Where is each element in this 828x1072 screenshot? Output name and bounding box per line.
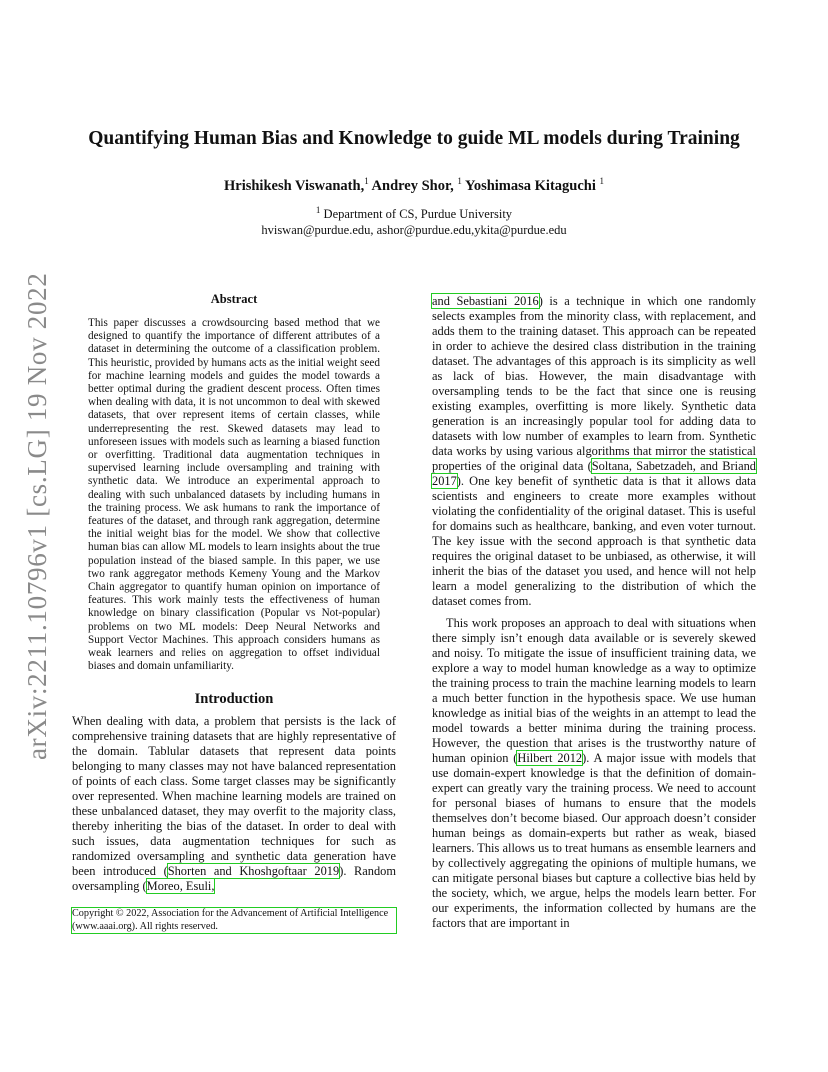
affiliation-mark: 1: [315, 205, 321, 215]
left-column: [72, 292, 396, 933]
author-affil-mark: 1: [599, 176, 605, 186]
right-column: [432, 294, 756, 931]
citation-link[interactable]: Hilbert 2012: [517, 751, 583, 765]
paragraph-text: ) is a technique in which one randomly selects examples from the minority class, with replacement, and adds them to the training dataset. This approach can be repeated in order to achieve the desired class distribution in the training dataset. The advantages of this approach is its simplicity as well as lack of bias. However, the main disadvantage with oversampling tends to be the fact that since one is reusing existing examples, overfitting is more likely. Synthetic data generation is an increasingly popular tool for adding data to datasets with low number of examples to learn from. Synthetic data works by using various algorithms that mirror the statistical properties of the original data (: [432, 294, 757, 473]
affiliation-line: [0, 202, 828, 222]
author-name: Andrey Shor,: [371, 177, 454, 194]
paragraph-text: ). A major issue with models that use domain-expert knowledge is that the definition of domain-expert can greatly vary the training process. We need to account for personal biases of humans to ensure that the models themselves don’t become biased. Our approach doesn’t consider human beings as domain-experts but rather as weak, biased learners. This allows us to treat humans as ensemble learners and by collectively aggregating the opinions of multiple humans, we can mitigate personal biases but capture a collective bias held by the society, which, we argue, helps the models learn better. For our experiments, the information collected by humans are the factors that are important in: [432, 751, 756, 930]
citation-link[interactable]: Shorten and Khoshgoftaar 2019: [167, 864, 340, 879]
paragraph-text: When dealing with data, a problem that persists is the lack of comprehensive training datasets that are highly representative of the domain. Tablular datasets that represent data points belonging to many classes may not have balanced representation of points of each class. Some target classes may be significantly over represented. When machine learning models are trained on these unbalanced dataset, they may overfit to the majority class, thereby inheriting the bias of the dataset. In order to deal with such issues, data augmentation techniques for such as randomized oversampling and synthetic data generation have been introduced (: [72, 714, 396, 879]
citation-link[interactable]: Moreo, Esuli,: [146, 879, 215, 894]
author-affil-mark: 1: [364, 176, 369, 186]
arxiv-identifier-stamp: arXiv:2211.10796v1 [cs.LG] 19 Nov 2022: [22, 272, 52, 760]
body-paragraph: [432, 294, 756, 609]
author-affil-mark: 1: [457, 176, 462, 186]
author-name: Yoshimasa Kitaguchi: [464, 177, 596, 194]
paragraph-text: ). One key benefit of synthetic data is that it allows data scientists and engineers to create more examples without violating the confidentiality of the original dataset. This is useful for domains such as healthcare, banking, and even voter turnout. The key issue with the second approach is that synthetic data requires the original dataset to be unbiased, as otherwise, it will inherit the bias of the dataset you used, and hence will not help learn a model generalizing to the distribution of which the dataset comes from.: [432, 474, 756, 608]
citation-link[interactable]: Soltana, Sabetzadeh, and Briand 2017: [432, 459, 757, 488]
paper-title: Quantifying Human Bias and Knowledge to guide ML models during Training: [88, 128, 740, 149]
affiliation-block: [0, 202, 828, 238]
paragraph-text: ). Random oversampling (: [72, 864, 397, 894]
introduction-heading: Introduction: [194, 691, 274, 708]
paragraph-text: This work proposes an approach to deal with situations when there simply isn’t enough data available or is severely skewed and noisy. To mitigate the issue of insufficient training data, we explore a way to model human knowledge as a way to optimize the training process to train the machine learning models to learn a much better function in the hypothesis space. We use human knowledge as initial bias of the weights in an attempt to lead the model towards a better minima during the training process. However, the question that arises is the trustworthy nature of human opinion (: [432, 616, 756, 765]
abstract-text: This paper discusses a crowdsourcing based method that we designed to quantify the importance of different attributes of a dataset in determining the outcome of a classification problem. This heuristic, provided by humans acts as the initial weight seed for machine learning models and guides the model towards a better optimal during the gradient descent process. Often times when dealing with data, it is not uncommon to deal with skewed datasets, that over represent items of certain classes, while underrepresenting the rest. Skewed datasets may lead to unforeseen issues with models such as learning a biased function or overfitting. Traditional data augmentation techniques in supervised learning include oversampling and training with synthetic data. We introduce an experimental approach to dealing with such unbalanced datasets by including humans in the training process. We ask humans to rank the importance of features of the dataset, and through rank aggregation, determine the initial weight bias for the model. We show that collective human bias can allow ML models to learn insights about the true population instead of the biased sample. In this paper, we use two rank aggregator methods Kemeny Young and the Markov Chain aggregator to quantify human opinion on importance of features. This work mainly tests the effectiveness of human knowledge on binary classification (Popular vs Not-popular) problems on two ML models: Deep Neural Networks and Support Vector Machines. This approach considers humans as weak learners and relies on aggregation to offset individual biases and domain unfamiliarity.: [88, 317, 380, 673]
affiliation-department: Department of CS, Purdue University: [323, 207, 513, 222]
citation-link[interactable]: and Sebastiani 2016: [432, 294, 539, 308]
abstract-heading: Abstract: [210, 292, 258, 306]
author-list: [0, 176, 828, 195]
author-name: Hrishikesh Viswanath,: [223, 177, 365, 194]
author-emails: hviswan@purdue.edu, ashor@purdue.edu,ykita@purdue.edu: [261, 223, 567, 238]
body-paragraph: [432, 616, 756, 931]
introduction-paragraph: [72, 714, 396, 894]
copyright-notice[interactable]: Copyright © 2022, Association for the Advancement of Artificial Intelligence (www.aaai.org). All rights reserved.: [72, 908, 396, 933]
